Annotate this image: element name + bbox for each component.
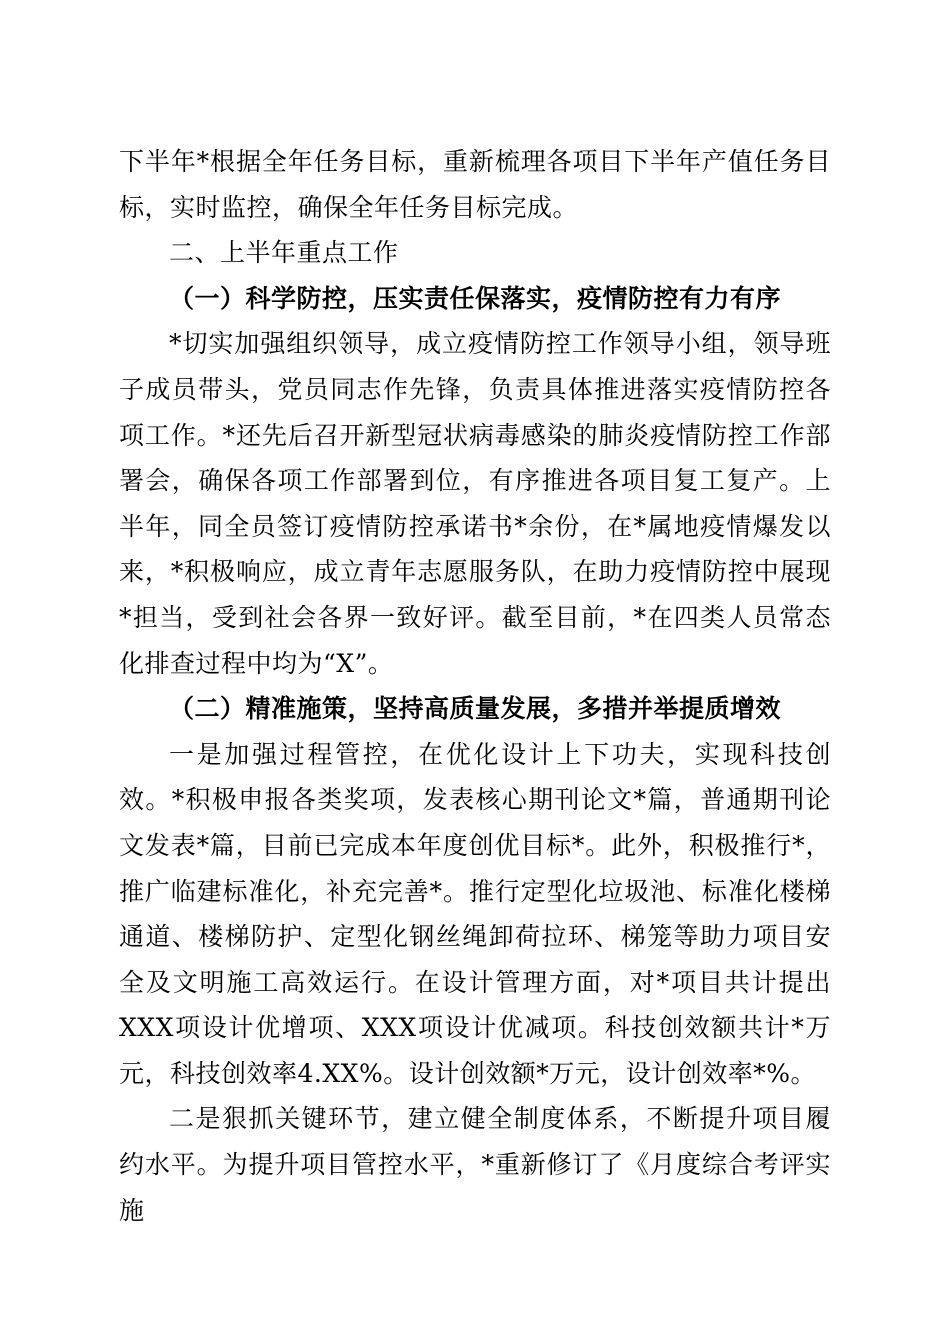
paragraph-continued: 下半年*根据全年任务目标，重新梳理各项目下半年产值任务目标，实时监控，确保全年任务目标完成。 [119, 147, 831, 222]
subsection-heading: （一）科学防控，压实责任保落实，疫情防控有力有序 [169, 283, 782, 313]
subsection-heading: （二）精准施策，坚持高质量发展，多措并举提质增效 [169, 694, 782, 724]
paragraph: *切实加强组织领导，成立疫情防控工作领导小组，领导班子成员带头，党员同志作先锋，负责具体推进落实疫情防控各项工作。*还先后召开新型冠状病毒感染的肺炎疫情防控工作部署会，确保各项工作部署到位，有序推进各项目复工复产。上半年，同全员签订疫情防控承诺书*余份，在*属地疫情爆发以来，*积极响应，成立青年志愿服务队，在助力疫情防控中展现*担当，受到社会各界一致好评。截至目前，*在四类人员常态化排查过程中均为“X”。 [119, 329, 831, 678]
paragraph: 二是狠抓关键环节，建立健全制度体系，不断提升项目履约水平。为提升项目管控水平，*重新修订了《月度综合考评实施 [119, 1104, 831, 1225]
section-heading: 二、上半年重点工作 [169, 238, 399, 268]
paragraph: 一是加强过程管控，在优化设计上下功夫，实现科技创效。*积极申报各类奖项，发表核心期刊论文*篇，普通期刊论文发表*篇，目前已完成本年度创优目标*。此外，积极推行*，推广临建标准化，补充完善*。推行定型化垃圾池、标准化楼梯通道、楼梯防护、定型化钢丝绳卸荷拉环、梯笼等助力项目安全及文明施工高效运行。在设计管理方面，对*项目共计提出XXX项设计优增项、XXX项设计优减项。科技创效额共计*万元，科技创效率4.XX%。设计创效额*万元，设计创效率*%。 [119, 739, 831, 1088]
document-body [119, 139, 831, 1233]
